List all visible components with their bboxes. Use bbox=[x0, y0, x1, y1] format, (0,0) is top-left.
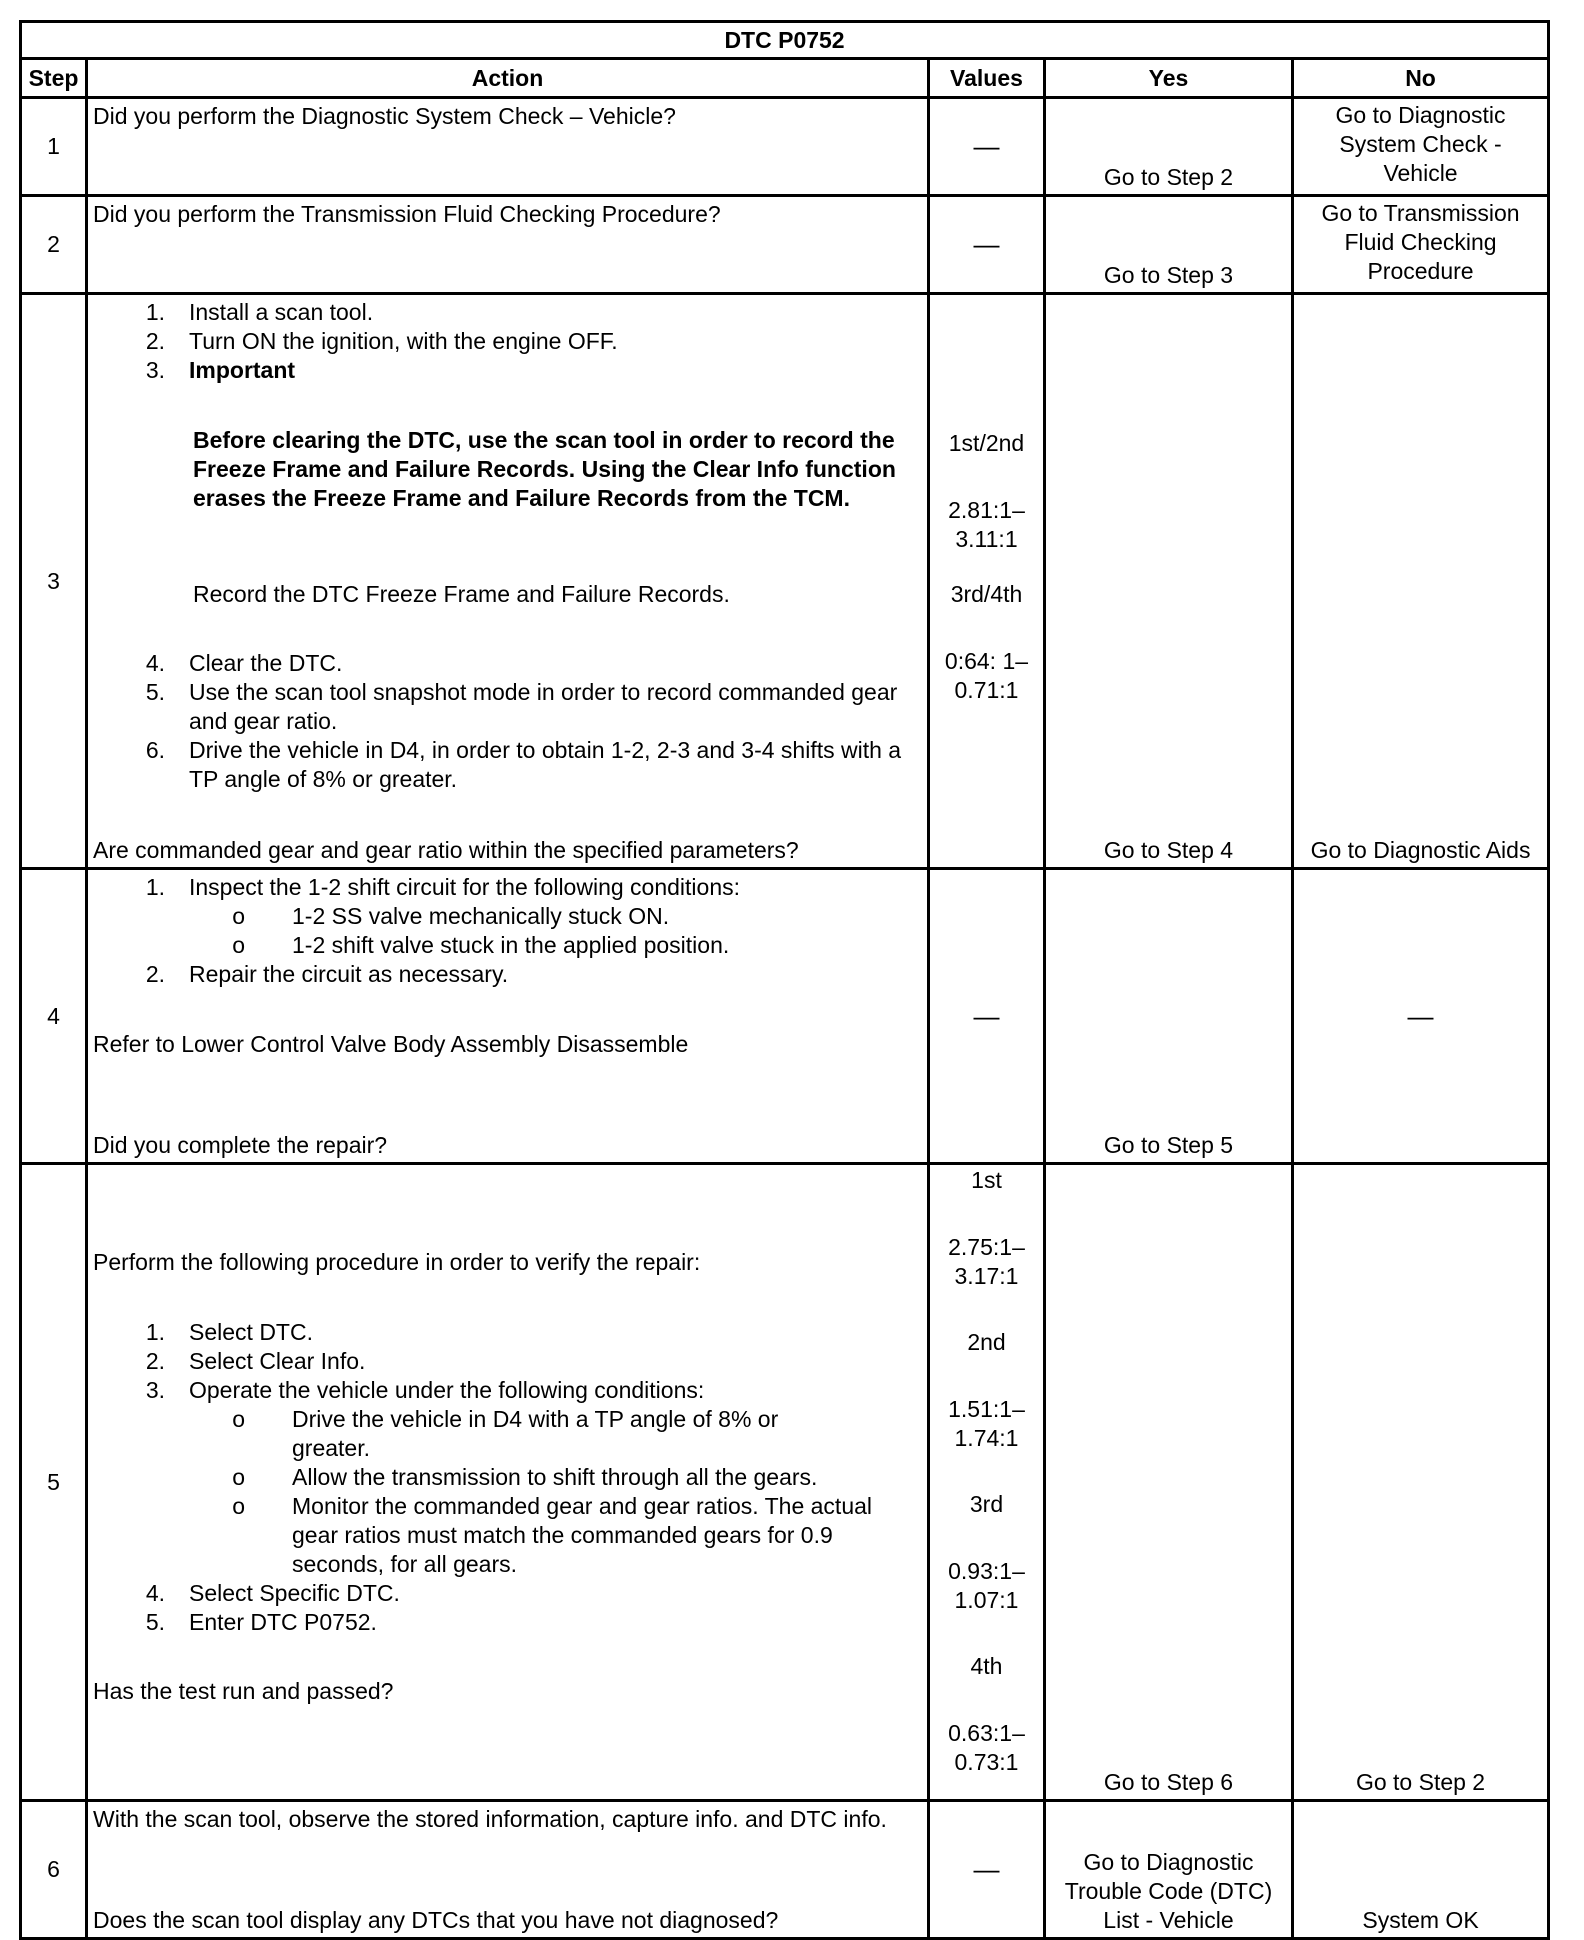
step-number: 6 bbox=[21, 1801, 87, 1939]
value-range: 0.63:1– bbox=[948, 1720, 1025, 1746]
list-item: 3. Important bbox=[145, 357, 296, 383]
yes-text: Go to Step 2 bbox=[1103, 164, 1234, 190]
no-text-line: Go to Transmission bbox=[1321, 200, 1520, 226]
action-cell bbox=[87, 1801, 929, 1939]
important-note: Before clearing the DTC, use the scan tool in order to record the Freeze Frame and Failure Records. Using the Clear Info function erases the Freeze Frame and Failure Records from the TCM. bbox=[193, 427, 896, 511]
yes-text-line: Trouble Code (DTC) bbox=[1064, 1878, 1273, 1904]
header-action: Action bbox=[87, 59, 929, 98]
no-cell bbox=[1293, 98, 1549, 196]
yes-text-line: List - Vehicle bbox=[1103, 1907, 1234, 1933]
action-cell bbox=[87, 869, 929, 1164]
action-cell bbox=[87, 294, 929, 869]
list-item: 5. Use the scan tool snapshot mode in order to record commanded gear and gear ratio. bbox=[145, 679, 898, 734]
table-row bbox=[21, 1164, 1549, 1801]
value-label: 1st/2nd bbox=[948, 430, 1025, 456]
yes-text: Go to Step 4 bbox=[1103, 837, 1234, 863]
no-text-line: Fluid Checking bbox=[1344, 229, 1497, 255]
no-text-line: Procedure bbox=[1367, 258, 1474, 284]
list-item: 2. Turn ON the ignition, with the engine OFF. bbox=[145, 328, 618, 354]
list-item: 2. Repair the circuit as necessary. bbox=[145, 961, 509, 987]
list-item: 6. Drive the vehicle in D4, in order to obtain 1-2, 2-3 and 3-4 shifts with a TP angle of 8% or greater. bbox=[145, 737, 902, 792]
table-row bbox=[21, 869, 1549, 1164]
header-yes: Yes bbox=[1045, 59, 1293, 98]
no-text-line: Go to Diagnostic bbox=[1335, 102, 1506, 128]
value-range: 1.74:1 bbox=[954, 1425, 1019, 1451]
values-cell: — bbox=[929, 1801, 1045, 1939]
yes-cell bbox=[1045, 869, 1293, 1164]
list-item: 1. Install a scan tool. bbox=[145, 299, 374, 325]
values-cell: — bbox=[929, 98, 1045, 196]
values-cell bbox=[929, 1164, 1045, 1801]
value-label: 3rd bbox=[969, 1491, 1004, 1517]
table-title: DTC P0752 bbox=[21, 22, 1549, 59]
value-range: 0.93:1– bbox=[948, 1558, 1025, 1584]
yes-text: Go to Step 6 bbox=[1103, 1769, 1234, 1795]
question-text: Are commanded gear and gear ratio within the specified parameters? bbox=[93, 837, 799, 863]
value-range: 0.71:1 bbox=[954, 677, 1019, 703]
action-cell bbox=[87, 1164, 929, 1801]
header-values: Values bbox=[929, 59, 1045, 98]
sub-list-item: o Allow the transmission to shift through all the gears. bbox=[232, 1464, 818, 1490]
value-range: 3.17:1 bbox=[954, 1263, 1019, 1289]
value-range: 1.51:1– bbox=[948, 1396, 1025, 1422]
value-label: 4th bbox=[970, 1653, 1003, 1679]
sub-list-item: o Monitor the commanded gear and gear ratios. The actual gear ratios must match the commanded gears for 0.9 seconds, for all gears. bbox=[232, 1493, 873, 1577]
value-range: 3.11:1 bbox=[955, 526, 1018, 552]
no-cell bbox=[1293, 1801, 1549, 1939]
action-text: Did you perform the Transmission Fluid Checking Procedure? bbox=[93, 201, 721, 227]
intro-text: Perform the following procedure in order to verify the repair: bbox=[93, 1249, 701, 1275]
yes-cell bbox=[1045, 1164, 1293, 1801]
no-text: Go to Step 2 bbox=[1355, 1769, 1486, 1795]
value-range: 2.81:1– bbox=[948, 497, 1025, 523]
value-range: 0:64: 1– bbox=[944, 648, 1029, 674]
sub-list-item: o 1-2 shift valve stuck in the applied position. bbox=[232, 932, 730, 958]
dtc-table bbox=[19, 20, 1550, 1940]
yes-cell bbox=[1045, 1801, 1293, 1939]
list-item: 1. Inspect the 1-2 shift circuit for the following conditions: bbox=[145, 874, 741, 900]
table-row bbox=[21, 196, 1549, 294]
list-item: 5. Enter DTC P0752. bbox=[145, 1609, 377, 1635]
action-text: Did you perform the Diagnostic System Check – Vehicle? bbox=[93, 103, 676, 129]
no-text: Go to Diagnostic Aids bbox=[1310, 837, 1531, 863]
action-cell bbox=[87, 98, 929, 196]
action-cell bbox=[87, 196, 929, 294]
no-cell bbox=[1293, 196, 1549, 294]
values-cell: — bbox=[929, 196, 1045, 294]
no-text-line: Vehicle bbox=[1383, 160, 1458, 186]
yes-text-line: Go to Diagnostic bbox=[1083, 1849, 1254, 1875]
no-cell bbox=[1293, 1164, 1549, 1801]
sub-list-item: o Drive the vehicle in D4 with a TP angle of 8% or greater. bbox=[232, 1406, 779, 1461]
list-item: 4. Clear the DTC. bbox=[145, 650, 343, 676]
no-cell bbox=[1293, 294, 1549, 869]
action-text: With the scan tool, observe the stored information, capture info. and DTC info. bbox=[93, 1806, 887, 1832]
list-item: 4. Select Specific DTC. bbox=[145, 1580, 400, 1606]
table-row bbox=[21, 98, 1549, 196]
list-item: 1. Select DTC. bbox=[145, 1319, 313, 1345]
value-range: 0.73:1 bbox=[954, 1749, 1019, 1775]
yes-text: Go to Step 5 bbox=[1103, 1132, 1234, 1158]
value-label: 3rd/4th bbox=[950, 581, 1023, 607]
step-number: 5 bbox=[21, 1164, 87, 1801]
header-no: No bbox=[1293, 59, 1549, 98]
no-text-line: System Check - bbox=[1339, 131, 1502, 157]
step-number: 4 bbox=[21, 869, 87, 1164]
yes-cell bbox=[1045, 196, 1293, 294]
table-row bbox=[21, 1801, 1549, 1939]
value-label: 2nd bbox=[967, 1329, 1006, 1355]
yes-cell bbox=[1045, 98, 1293, 196]
values-cell bbox=[929, 294, 1045, 869]
sub-list-item: o 1-2 SS valve mechanically stuck ON. bbox=[232, 903, 670, 929]
step-number: 3 bbox=[21, 294, 87, 869]
no-text: System OK bbox=[1362, 1907, 1479, 1933]
question-text: Did you complete the repair? bbox=[93, 1132, 388, 1158]
list-item: 2. Select Clear Info. bbox=[145, 1348, 366, 1374]
no-cell: — bbox=[1293, 869, 1549, 1164]
question-text: Does the scan tool display any DTCs that you have not diagnosed? bbox=[93, 1907, 779, 1933]
yes-cell bbox=[1045, 294, 1293, 869]
table-row bbox=[21, 294, 1549, 869]
step-number: 1 bbox=[21, 98, 87, 196]
step-number: 2 bbox=[21, 196, 87, 294]
value-range: 2.75:1– bbox=[948, 1234, 1025, 1260]
value-label: 1st bbox=[971, 1167, 1002, 1193]
refer-link-text: Refer to Lower Control Valve Body Assembly Disassemble bbox=[93, 1031, 689, 1057]
question-text: Has the test run and passed? bbox=[93, 1678, 394, 1704]
list-item: 3. Operate the vehicle under the following conditions: bbox=[145, 1377, 705, 1403]
values-cell: — bbox=[929, 869, 1045, 1164]
value-range: 1.07:1 bbox=[954, 1587, 1019, 1613]
yes-text: Go to Step 3 bbox=[1103, 262, 1234, 288]
header-step: Step bbox=[21, 59, 87, 98]
record-instruction: Record the DTC Freeze Frame and Failure Records. bbox=[193, 581, 730, 607]
